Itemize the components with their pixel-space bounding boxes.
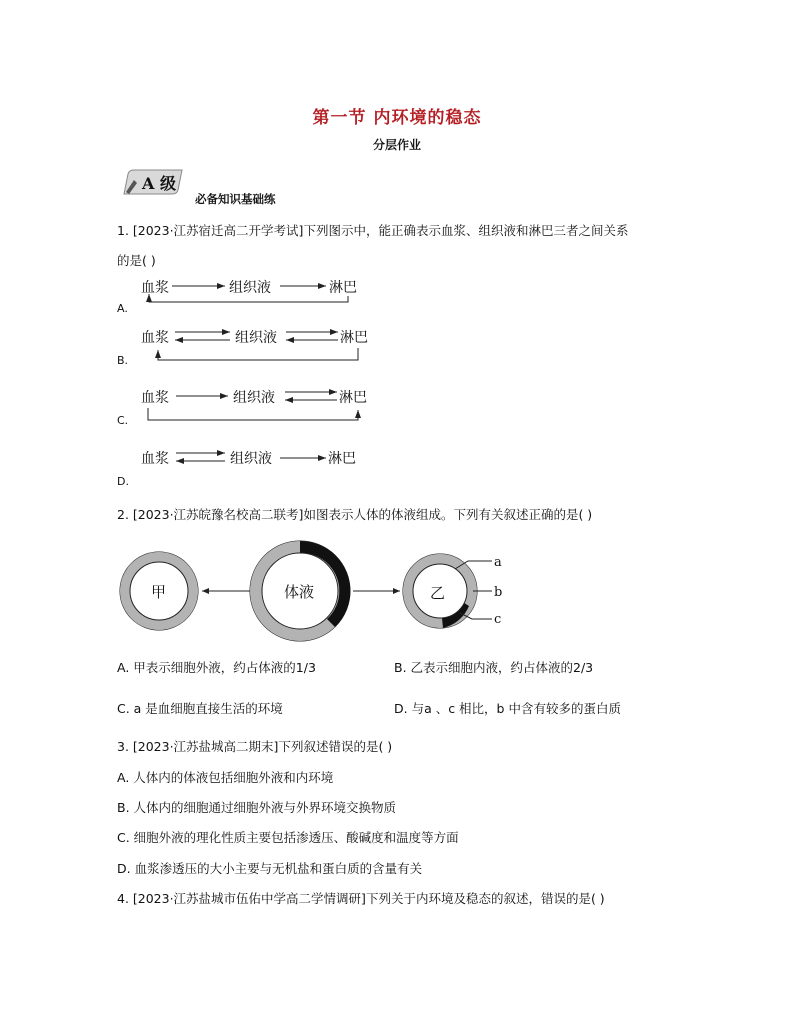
q1-option-c: C. [117, 414, 129, 427]
body-fluid-label: 体液 [284, 583, 315, 601]
q1-c-lymph: 淋巴 [339, 390, 367, 406]
q1-c-plasma: 血浆 [141, 390, 169, 406]
q1-b-lymph: 淋巴 [340, 330, 368, 346]
q3-option-d: D. 血浆渗透压的大小主要与无机盐和蛋白质的含量有关 [117, 861, 423, 876]
yi-label: 乙 [430, 584, 446, 602]
level-badge [120, 168, 186, 196]
q1-stem-line1: 1. [2023·江苏宿迁高二开学考试]下列图示中，能正确表示血浆、组织液和淋巴三者之间关系 [117, 223, 629, 238]
q1-a-tissue: 组织液 [229, 280, 271, 296]
level-badge-text: A 级 [142, 174, 176, 193]
q2-option-b: B. 乙表示细胞内液，约占体液的2/3 [394, 660, 594, 675]
level-badge-graphic [120, 168, 186, 196]
jia-label: 甲 [151, 583, 167, 601]
q1-a-plasma: 血浆 [141, 280, 169, 296]
page-subtitle: 分层作业 [372, 138, 421, 152]
q1-stem-line2: 的是( ) [117, 253, 156, 268]
q1-option-d: D. [117, 475, 129, 488]
label-b: b [494, 585, 503, 600]
label-c: c [494, 612, 502, 627]
q1-a-lymph: 淋巴 [329, 280, 357, 296]
q2-stem: 2. [2023·江苏皖豫名校高二联考]如图表示人体的体液组成。下列有关叙述正确的是( ) [117, 507, 593, 522]
body-fluid-diagram [110, 535, 530, 647]
q1-d-lymph: 淋巴 [328, 451, 356, 467]
q3-option-b: B. 人体内的细胞通过细胞外液与外界环境交换物质 [117, 800, 397, 815]
label-a: a [494, 555, 502, 570]
q1-c-return-arrow [148, 408, 358, 420]
q3-stem: 3. [2023·江苏盐城高二期末]下列叙述错误的是( ) [117, 739, 393, 754]
q3-option-c: C. 细胞外液的理化性质主要包括渗透压、酸碱度和温度等方面 [117, 830, 459, 845]
page-title: 第一节 内环境的稳态 [312, 108, 482, 128]
q1-options-diagram [110, 270, 410, 495]
q2-option-c: C. a 是血细胞直接生活的环境 [117, 701, 283, 716]
q1-c-tissue: 组织液 [233, 390, 275, 406]
q1-option-a: A. [117, 302, 128, 315]
q1-b-tissue: 组织液 [235, 330, 277, 346]
q1-b-plasma: 血浆 [141, 330, 169, 346]
q1-b-return-arrow [158, 348, 358, 360]
q4-stem: 4. [2023·江苏盐城市伍佑中学高二学情调研]下列关于内环境及稳态的叙述，错误的是( ) [117, 891, 605, 906]
q1-option-b: B. [117, 354, 129, 367]
section-label: 必备知识基础练 [195, 192, 276, 206]
q3-option-a: A. 人体内的体液包括细胞外液和内环境 [117, 770, 334, 785]
q2-option-d: D. 与a 、c 相比，b 中含有较多的蛋白质 [394, 701, 621, 716]
q1-d-plasma: 血浆 [141, 451, 169, 467]
q1-d-tissue: 组织液 [230, 451, 272, 467]
q2-option-a: A. 甲表示细胞外液，约占体液的1/3 [117, 660, 316, 675]
